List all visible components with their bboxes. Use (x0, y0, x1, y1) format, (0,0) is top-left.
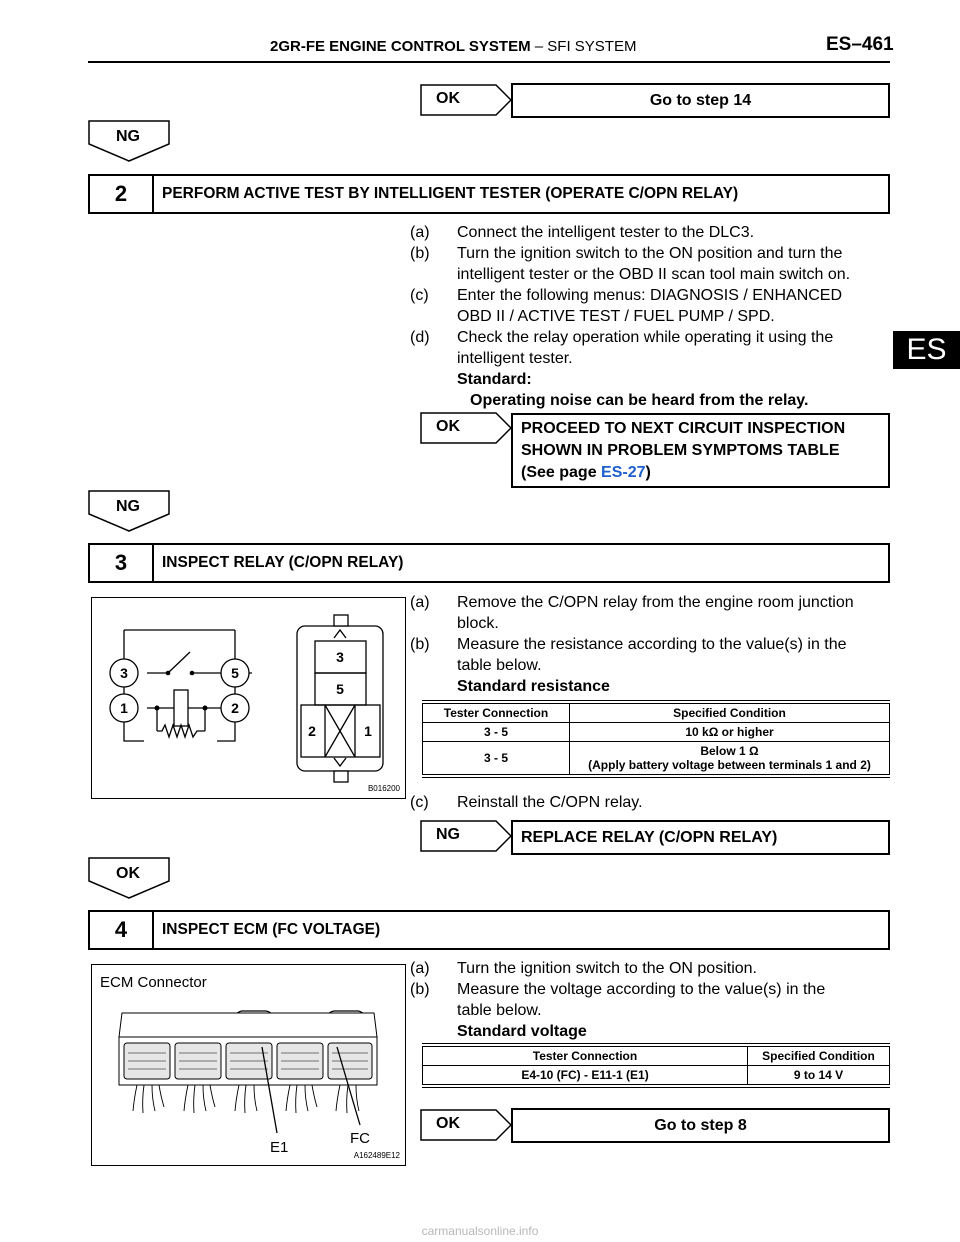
voltage-table (422, 1046, 890, 1085)
ok-label: OK (436, 418, 460, 435)
step-number: 2 (90, 176, 154, 212)
conn-label-5: 5 (336, 681, 344, 697)
step-number: 4 (90, 912, 154, 948)
table-row: E4-10 (FC) - E11-1 (E1) 9 to 14 V (423, 1066, 890, 1085)
step-3-instructions: (a) Remove the C/OPN relay from the engine room junction block. (b) Measure the resistance according to the value(s) in the table below. Standard resistance (410, 592, 890, 697)
page-number: ES–461 (826, 34, 894, 55)
header-title (270, 38, 636, 55)
term-label-2: 2 (231, 700, 239, 716)
relay-diagram-figure (91, 597, 406, 799)
step-title: INSPECT RELAY (C/OPN RELAY) (162, 554, 404, 571)
term-label-5: 5 (231, 665, 239, 681)
subsystem-name: SFI SYSTEM (547, 38, 637, 55)
section-tab[interactable]: ES (893, 331, 960, 369)
conn-label-2: 2 (308, 723, 316, 739)
term-label-1: 1 (120, 700, 128, 716)
figure-id: A162489E12 (353, 1151, 400, 1160)
step-title: INSPECT ECM (FC VOLTAGE) (162, 921, 381, 938)
ng-label: NG (116, 128, 140, 145)
step-3-header (88, 543, 890, 583)
ng-label: NG (436, 826, 460, 843)
standard-label: Standard: (457, 371, 532, 388)
ecm-title: ECM Connector (100, 974, 207, 991)
replace-relay-box[interactable]: REPLACE RELAY (C/OPN RELAY) (511, 820, 890, 855)
table-header: Tester Connection (423, 704, 570, 723)
ok-arrow-shape (420, 412, 512, 444)
switch-pivot (166, 671, 171, 676)
conn-label-1: 1 (364, 723, 372, 739)
ok-arrow-shape (420, 84, 512, 116)
ng-arrow-shape (420, 820, 512, 852)
voltage-table-wrap (422, 1043, 890, 1088)
page-link-es-27[interactable]: ES-27 (601, 463, 646, 481)
figure-id: B016200 (367, 784, 400, 793)
step-title: PERFORM ACTIVE TEST BY INTELLIGENT TESTER (OPERATE C/OPN RELAY) (162, 185, 739, 202)
go-to-step-14-box[interactable]: Go to step 14 (511, 83, 890, 118)
proceed-next-circuit-box[interactable]: PROCEED TO NEXT CIRCUIT INSPECTION SHOWN IN PROBLEM SYMPTOMS TABLE (See page ES-27) (511, 413, 890, 488)
system-name: 2GR-FE ENGINE CONTROL SYSTEM (270, 38, 531, 55)
step-4-instructions: (a) Turn the ignition switch to the ON position. (b) Measure the voltage according to the value(s) in the table below. Standard voltage (410, 958, 890, 1042)
relay-circuit-svg (92, 598, 405, 798)
e1-label: E1 (270, 1139, 289, 1156)
header-separator: – (534, 38, 544, 55)
resistance-table (422, 703, 890, 775)
table-row: 3 - 5 10 kΩ or higher (423, 723, 890, 742)
step-number: 3 (90, 545, 154, 581)
table-header: Tester Connection (423, 1047, 748, 1066)
ok-label: OK (436, 90, 460, 107)
standard-value: Operating noise can be heard from the relay. (470, 392, 809, 409)
watermark[interactable]: carmanualsonline.info (421, 1224, 539, 1238)
fc-label: FC (350, 1130, 370, 1147)
step-2-header (88, 174, 890, 214)
ok-arrow-shape (420, 1109, 512, 1141)
step-4-header (88, 910, 890, 950)
step-3-instruction-c: (c) Reinstall the C/OPN relay. (410, 794, 643, 811)
term-label-3: 3 (120, 665, 128, 681)
ok-label: OK (436, 1115, 460, 1132)
ecm-connector-svg (92, 965, 405, 1165)
ng-label: NG (116, 498, 140, 515)
header-divider (88, 61, 890, 63)
conn-label-3: 3 (336, 649, 344, 665)
table-header: Specified Condition (748, 1047, 890, 1066)
step-2-instructions: (a) Connect the intelligent tester to the DLC3. (b) Turn the ignition switch to the ON position and turn the intelligent tester or the OBD II scan tool main switch on. (c) Enter the following menus: DIAGNOSIS / ENHANCED OBD II / ACTIVE TEST / FUEL PUMP / SPD. (d) Check the relay operation while operating it using the intelligent tester. Standard: Operating noise can be heard from the relay. (410, 222, 890, 411)
table-header: Specified Condition (570, 704, 890, 723)
go-to-step-8-box[interactable]: Go to step 8 (511, 1108, 890, 1143)
table-row: 3 - 5 Below 1 Ω (Apply battery voltage between terminals 1 and 2) (423, 742, 890, 775)
ok-label: OK (116, 865, 140, 882)
standard-label: Standard resistance (457, 678, 610, 695)
ecm-connector-figure (91, 964, 406, 1166)
standard-label: Standard voltage (457, 1023, 587, 1040)
resistance-table-wrap (422, 700, 890, 778)
